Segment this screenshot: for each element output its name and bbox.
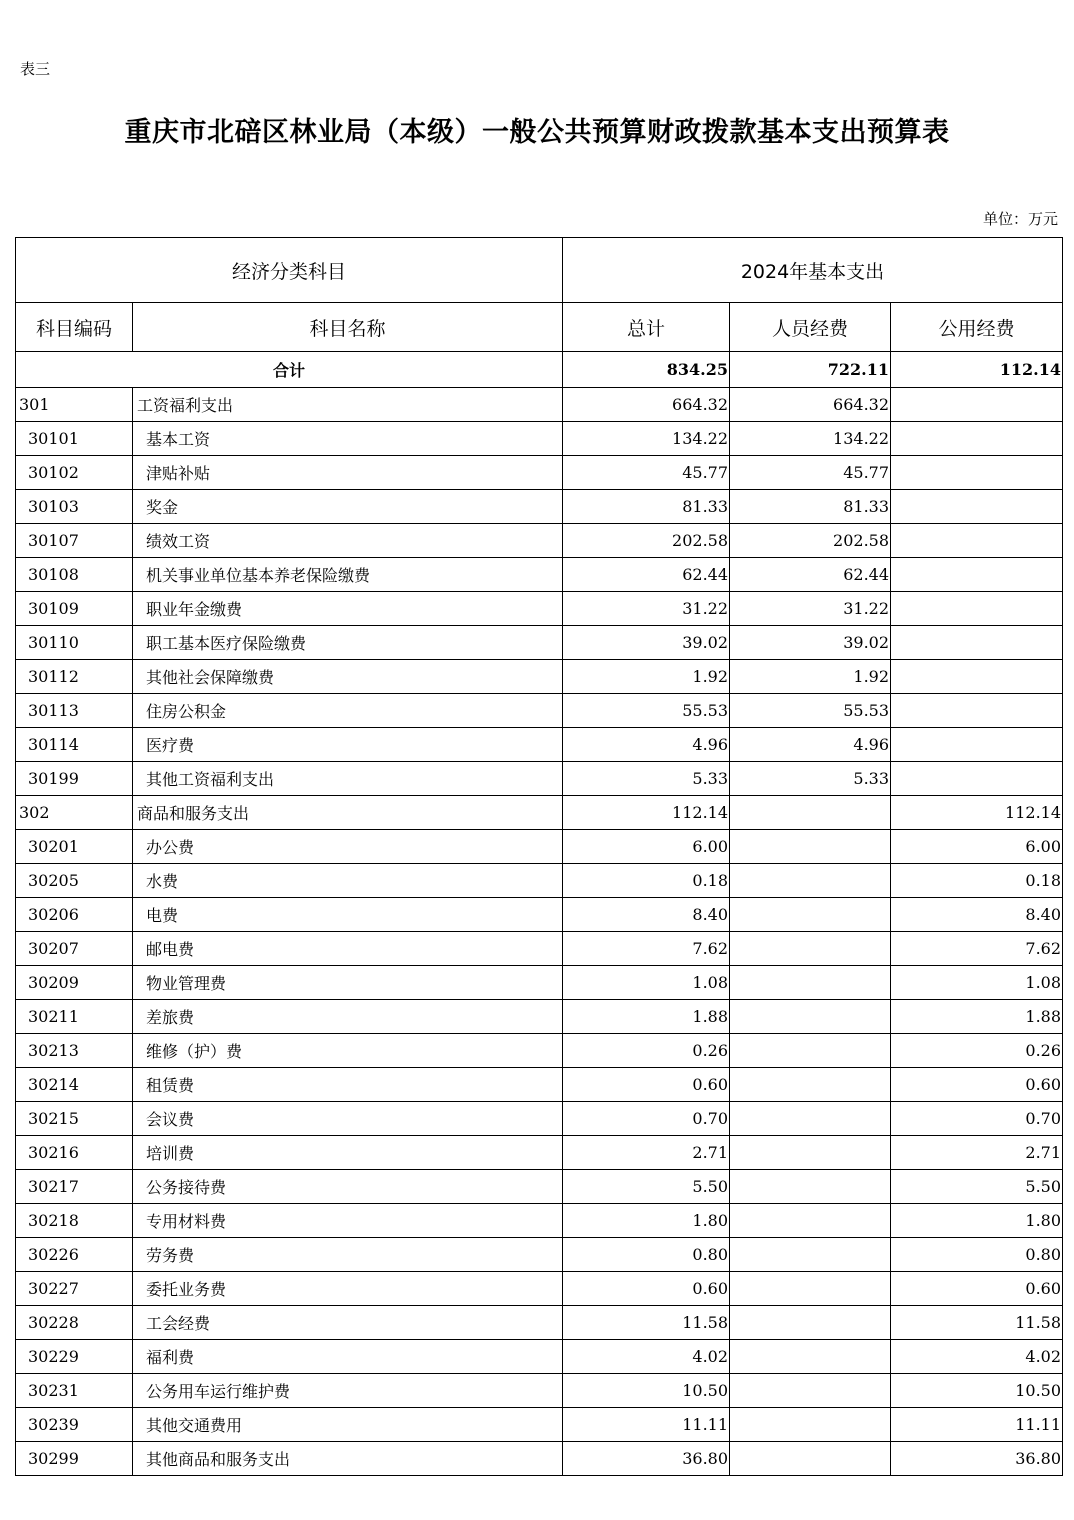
row-total: 112.14 [563, 796, 730, 830]
row-name: 医疗费 [133, 728, 563, 762]
row-public: 8.40 [891, 898, 1063, 932]
header-public: 公用经费 [891, 303, 1063, 352]
row-name: 其他社会保障缴费 [133, 660, 563, 694]
row-total: 6.00 [563, 830, 730, 864]
row-name: 邮电费 [133, 932, 563, 966]
row-personnel [730, 1442, 891, 1476]
row-code: 30213 [16, 1034, 133, 1068]
table-row [16, 1306, 1063, 1340]
row-total: 81.33 [563, 490, 730, 524]
table-row [16, 388, 1063, 422]
row-total: 664.32 [563, 388, 730, 422]
total-personnel: 722.11 [730, 352, 891, 388]
row-personnel: 4.96 [730, 728, 891, 762]
table-row [16, 1238, 1063, 1272]
row-public: 4.02 [891, 1340, 1063, 1374]
row-total: 31.22 [563, 592, 730, 626]
row-personnel [730, 830, 891, 864]
row-name: 职工基本医疗保险缴费 [133, 626, 563, 660]
row-code: 30228 [16, 1306, 133, 1340]
row-personnel [730, 1068, 891, 1102]
row-total: 1.88 [563, 1000, 730, 1034]
header-personnel: 人员经费 [730, 303, 891, 352]
row-public: 0.18 [891, 864, 1063, 898]
row-name: 公务用车运行维护费 [133, 1374, 563, 1408]
row-public: 1.80 [891, 1204, 1063, 1238]
row-personnel [730, 1238, 891, 1272]
header-basic-expenditure: 2024年基本支出 [563, 238, 1063, 303]
row-name: 住房公积金 [133, 694, 563, 728]
table-row [16, 1374, 1063, 1408]
row-personnel: 39.02 [730, 626, 891, 660]
table-row [16, 898, 1063, 932]
row-personnel [730, 1374, 891, 1408]
row-code: 30112 [16, 660, 133, 694]
table-row [16, 1136, 1063, 1170]
row-code: 30229 [16, 1340, 133, 1374]
row-public: 5.50 [891, 1170, 1063, 1204]
table-row [16, 1170, 1063, 1204]
table-row [16, 1272, 1063, 1306]
row-personnel [730, 1170, 891, 1204]
row-code: 30108 [16, 558, 133, 592]
row-public [891, 388, 1063, 422]
row-total: 5.50 [563, 1170, 730, 1204]
row-personnel: 1.92 [730, 660, 891, 694]
row-public: 7.62 [891, 932, 1063, 966]
row-total: 45.77 [563, 456, 730, 490]
row-personnel [730, 1102, 891, 1136]
row-personnel [730, 932, 891, 966]
table-row [16, 1102, 1063, 1136]
row-code: 30218 [16, 1204, 133, 1238]
row-public: 6.00 [891, 830, 1063, 864]
row-code: 30109 [16, 592, 133, 626]
row-public [891, 592, 1063, 626]
row-public [891, 490, 1063, 524]
table-row [16, 626, 1063, 660]
row-total: 4.02 [563, 1340, 730, 1374]
row-name: 维修（护）费 [133, 1034, 563, 1068]
row-total: 62.44 [563, 558, 730, 592]
row-personnel: 5.33 [730, 762, 891, 796]
row-name: 租赁费 [133, 1068, 563, 1102]
row-total: 39.02 [563, 626, 730, 660]
row-public [891, 422, 1063, 456]
table-row [16, 864, 1063, 898]
row-code: 30226 [16, 1238, 133, 1272]
row-name: 津贴补贴 [133, 456, 563, 490]
row-name: 工资福利支出 [133, 388, 563, 422]
row-personnel [730, 1000, 891, 1034]
row-public: 2.71 [891, 1136, 1063, 1170]
row-personnel: 62.44 [730, 558, 891, 592]
table-row [16, 966, 1063, 1000]
row-name: 劳务费 [133, 1238, 563, 1272]
row-total: 0.60 [563, 1272, 730, 1306]
row-personnel [730, 898, 891, 932]
table-row [16, 524, 1063, 558]
row-total: 0.70 [563, 1102, 730, 1136]
row-public: 0.60 [891, 1068, 1063, 1102]
row-total: 5.33 [563, 762, 730, 796]
row-total: 1.92 [563, 660, 730, 694]
row-public: 11.11 [891, 1408, 1063, 1442]
page-title: 重庆市北碚区林业局（本级）一般公共预算财政拨款基本支出预算表 [124, 117, 950, 148]
row-total: 7.62 [563, 932, 730, 966]
row-code: 30209 [16, 966, 133, 1000]
row-personnel [730, 1340, 891, 1374]
row-public [891, 728, 1063, 762]
table-row [16, 1204, 1063, 1238]
row-public: 36.80 [891, 1442, 1063, 1476]
row-name: 商品和服务支出 [133, 796, 563, 830]
table-row [16, 1068, 1063, 1102]
table-row [16, 1442, 1063, 1476]
row-code: 30107 [16, 524, 133, 558]
row-total: 0.18 [563, 864, 730, 898]
row-public: 0.80 [891, 1238, 1063, 1272]
budget-table [15, 237, 1063, 1476]
row-code: 30110 [16, 626, 133, 660]
row-total: 55.53 [563, 694, 730, 728]
row-total: 2.71 [563, 1136, 730, 1170]
row-code: 30239 [16, 1408, 133, 1442]
table-row [16, 592, 1063, 626]
row-total: 11.11 [563, 1408, 730, 1442]
row-name: 会议费 [133, 1102, 563, 1136]
row-personnel [730, 864, 891, 898]
row-public: 1.88 [891, 1000, 1063, 1034]
row-public: 0.60 [891, 1272, 1063, 1306]
row-public [891, 456, 1063, 490]
row-code: 30207 [16, 932, 133, 966]
row-public [891, 626, 1063, 660]
row-public: 10.50 [891, 1374, 1063, 1408]
table-row [16, 1340, 1063, 1374]
row-total: 0.26 [563, 1034, 730, 1068]
row-personnel [730, 966, 891, 1000]
row-code: 30227 [16, 1272, 133, 1306]
total-amount: 834.25 [563, 352, 730, 388]
row-public [891, 660, 1063, 694]
row-code: 30214 [16, 1068, 133, 1102]
row-name: 奖金 [133, 490, 563, 524]
table-row [16, 1000, 1063, 1034]
row-public: 0.70 [891, 1102, 1063, 1136]
row-personnel: 55.53 [730, 694, 891, 728]
row-code: 30101 [16, 422, 133, 456]
row-personnel: 202.58 [730, 524, 891, 558]
row-public: 1.08 [891, 966, 1063, 1000]
row-code: 30206 [16, 898, 133, 932]
row-name: 电费 [133, 898, 563, 932]
table-row [16, 694, 1063, 728]
table-row [16, 490, 1063, 524]
total-row [16, 352, 1063, 388]
row-personnel [730, 1272, 891, 1306]
row-name: 机关事业单位基本养老保险缴费 [133, 558, 563, 592]
row-name: 职业年金缴费 [133, 592, 563, 626]
row-code: 30299 [16, 1442, 133, 1476]
row-name: 福利费 [133, 1340, 563, 1374]
row-personnel: 45.77 [730, 456, 891, 490]
row-total: 202.58 [563, 524, 730, 558]
row-total: 8.40 [563, 898, 730, 932]
row-code: 30205 [16, 864, 133, 898]
total-label: 合计 [16, 352, 563, 388]
row-code: 301 [16, 388, 133, 422]
row-total: 134.22 [563, 422, 730, 456]
row-code: 30103 [16, 490, 133, 524]
row-personnel [730, 1136, 891, 1170]
row-name: 委托业务费 [133, 1272, 563, 1306]
row-personnel [730, 1034, 891, 1068]
row-code: 30113 [16, 694, 133, 728]
row-code: 30211 [16, 1000, 133, 1034]
row-name: 工会经费 [133, 1306, 563, 1340]
row-personnel [730, 1204, 891, 1238]
row-name: 公务接待费 [133, 1170, 563, 1204]
table-row [16, 796, 1063, 830]
row-name: 其他工资福利支出 [133, 762, 563, 796]
header-name: 科目名称 [133, 303, 563, 352]
row-personnel [730, 796, 891, 830]
header-code: 科目编码 [16, 303, 133, 352]
total-public: 112.14 [891, 352, 1063, 388]
table-row [16, 558, 1063, 592]
row-personnel [730, 1408, 891, 1442]
header-column-row [16, 303, 1063, 352]
row-total: 0.60 [563, 1068, 730, 1102]
row-total: 4.96 [563, 728, 730, 762]
row-name: 基本工资 [133, 422, 563, 456]
row-code: 30201 [16, 830, 133, 864]
row-name: 物业管理费 [133, 966, 563, 1000]
row-personnel: 134.22 [730, 422, 891, 456]
row-public: 11.58 [891, 1306, 1063, 1340]
unit-note: 单位：万元 [982, 210, 1058, 228]
row-public [891, 524, 1063, 558]
row-total: 10.50 [563, 1374, 730, 1408]
table-row [16, 660, 1063, 694]
row-name: 水费 [133, 864, 563, 898]
row-name: 其他交通费用 [133, 1408, 563, 1442]
row-total: 1.80 [563, 1204, 730, 1238]
table-row [16, 1034, 1063, 1068]
row-total: 0.80 [563, 1238, 730, 1272]
row-public [891, 694, 1063, 728]
row-total: 36.80 [563, 1442, 730, 1476]
row-public [891, 762, 1063, 796]
row-name: 绩效工资 [133, 524, 563, 558]
table-row [16, 728, 1063, 762]
row-code: 30231 [16, 1374, 133, 1408]
row-name: 其他商品和服务支出 [133, 1442, 563, 1476]
row-code: 30215 [16, 1102, 133, 1136]
header-economic-classification: 经济分类科目 [16, 238, 563, 303]
table-row [16, 1408, 1063, 1442]
row-personnel: 81.33 [730, 490, 891, 524]
header-group-row [16, 238, 1063, 303]
row-public: 0.26 [891, 1034, 1063, 1068]
table-label: 表三 [20, 60, 51, 78]
table-row [16, 422, 1063, 456]
row-public [891, 558, 1063, 592]
row-code: 30199 [16, 762, 133, 796]
header-total: 总计 [563, 303, 730, 352]
row-code: 302 [16, 796, 133, 830]
row-personnel [730, 1306, 891, 1340]
row-personnel: 664.32 [730, 388, 891, 422]
row-code: 30216 [16, 1136, 133, 1170]
row-total: 11.58 [563, 1306, 730, 1340]
row-personnel: 31.22 [730, 592, 891, 626]
row-public: 112.14 [891, 796, 1063, 830]
row-code: 30217 [16, 1170, 133, 1204]
row-name: 培训费 [133, 1136, 563, 1170]
table-row [16, 830, 1063, 864]
row-name: 差旅费 [133, 1000, 563, 1034]
table-row [16, 762, 1063, 796]
row-name: 办公费 [133, 830, 563, 864]
row-code: 30114 [16, 728, 133, 762]
row-name: 专用材料费 [133, 1204, 563, 1238]
table-row [16, 456, 1063, 490]
row-code: 30102 [16, 456, 133, 490]
row-total: 1.08 [563, 966, 730, 1000]
table-row [16, 932, 1063, 966]
